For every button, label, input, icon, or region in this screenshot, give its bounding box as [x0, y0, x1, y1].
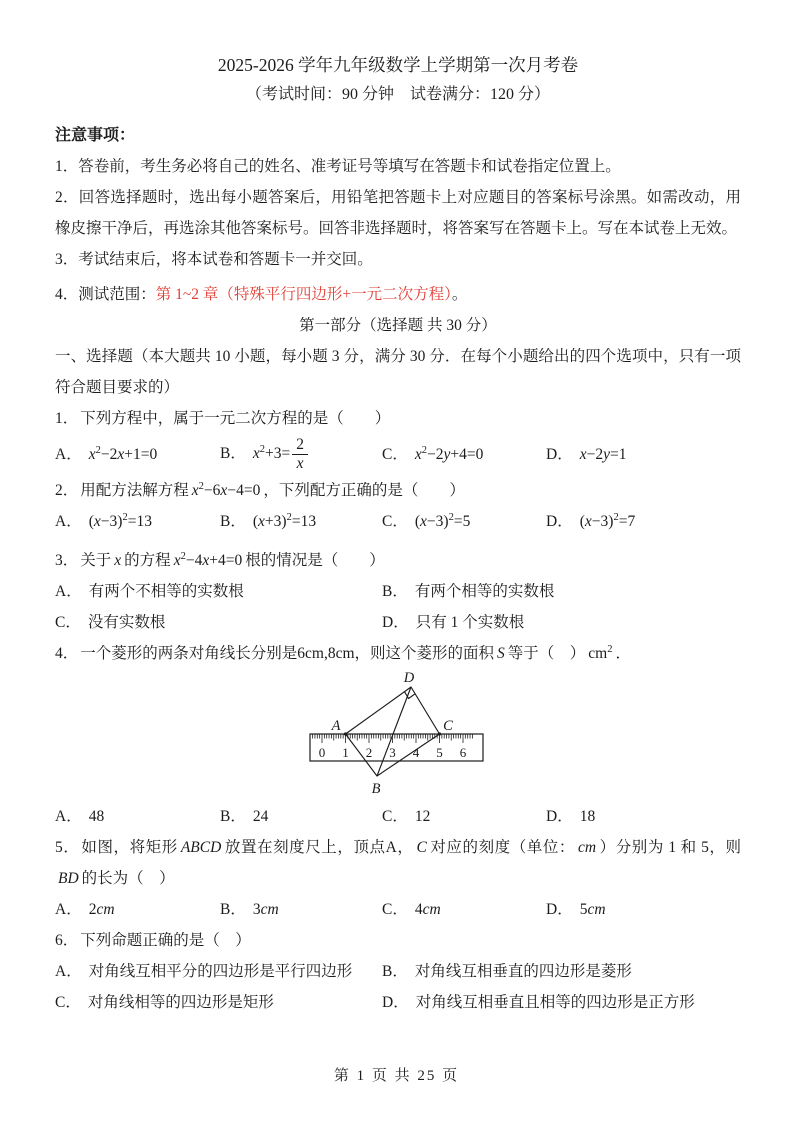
option-value: 48	[88, 808, 105, 825]
vertex-label-B: B	[371, 781, 381, 797]
option-label: A．	[55, 445, 82, 463]
option-label: D．	[546, 808, 573, 825]
question-number: 4．	[55, 645, 79, 662]
question-5-option-B	[220, 894, 382, 925]
section-title: 第一部分（选择题 共 30 分）	[299, 317, 497, 334]
option-label: A．	[55, 901, 82, 918]
notice-item-4	[55, 279, 741, 310]
question-3	[55, 545, 741, 638]
option-label: C．	[382, 808, 408, 825]
ruler-number-6: 6	[459, 745, 467, 760]
question-4-option-B	[220, 801, 382, 832]
question-3-option-D	[382, 607, 741, 638]
notice-list	[55, 151, 741, 310]
question-5	[55, 832, 741, 925]
option-label: C．	[382, 901, 408, 918]
option-label: D．	[546, 901, 573, 918]
question-1-options	[55, 433, 741, 475]
question-5-option-C	[382, 894, 546, 925]
option-label: B．	[382, 963, 408, 980]
option-label: A．	[55, 963, 82, 980]
question-2	[55, 475, 741, 537]
notice-item-3: 3．考试结束后，将本试卷和答题卡一并交回。	[55, 251, 373, 268]
question-4-option-A	[55, 801, 220, 832]
option-label: C．	[382, 513, 408, 530]
ruler-number-5: 5	[436, 745, 443, 760]
option-value: 有两个不相等的实数根	[88, 583, 244, 600]
question-2-options	[55, 506, 741, 537]
option-value: $x^2-2y+4=0$	[414, 444, 484, 463]
question-number: 3．	[55, 552, 79, 569]
question-3-option-C	[55, 607, 382, 638]
option-label: C．	[55, 614, 81, 631]
notice-heading: 注意事项：	[55, 127, 136, 144]
page-footer: 第 1 页 共 25 页	[333, 1068, 460, 1084]
inline-math: S	[497, 645, 505, 662]
option-label: B．	[382, 583, 408, 600]
option-label: B．	[220, 444, 246, 462]
vertex-a-dot	[344, 732, 347, 735]
question-3-option-B	[382, 576, 741, 607]
ruler-number-1: 1	[342, 745, 349, 760]
option-label: A．	[55, 808, 82, 825]
option-value: $(x+3)^2=13$	[252, 511, 317, 530]
notice-item-2: 2．回答选择题时，选出每小题答案后，用铅笔把答题卡上对应题目的答案标号涂黑。如需改动，用橡皮擦干净后，再选涂其他答案标号。回答非选择题时，将答案写在答题卡上。写在本试卷上无效。	[55, 189, 741, 237]
option-label: B．	[220, 901, 246, 918]
vertex-c-dot	[438, 732, 441, 735]
option-label: D．	[546, 445, 573, 463]
question-2-option-D	[546, 506, 741, 537]
question-4-options	[55, 801, 741, 832]
option-label: B．	[220, 513, 246, 530]
inline-math: x	[114, 552, 122, 569]
option-label: D．	[382, 994, 409, 1011]
inline-math: cm	[578, 839, 597, 856]
option-value: 4cm	[414, 901, 441, 918]
rectangle-abcd-shape	[344, 687, 441, 776]
question-2-option-B	[220, 506, 382, 537]
question-4-stem: 4． 一个菱形的两条对角线长分别是6cm,8cm，则这个菱形的面积 S 等于（ ） $cm^2$ ．	[55, 643, 631, 662]
section-instructions: 一、选择题（本大题共 10 小题，每小题 3 分，满分 30 分．在每个小题给出的四个选项中，只有一项符合题目要求的）	[55, 348, 741, 396]
option-value: $(x-3)^2=13$	[88, 511, 152, 530]
question-1-stem: 1． 下列方程中，属于一元二次方程的是（ ）	[55, 410, 391, 427]
question-number: 5．	[55, 839, 80, 856]
notice-item-4-prefix: 4．测试范围：	[55, 286, 156, 303]
option-value: 2cm	[88, 901, 115, 918]
question-figure	[278, 669, 518, 801]
exam-title: 2025-2026 学年九年级数学上学期第一次月考卷	[217, 55, 579, 75]
question-1-option-A	[55, 439, 220, 470]
option-value: 对角线互相垂直且相等的四边形是正方形	[415, 994, 695, 1011]
question-4-option-C	[382, 801, 546, 832]
question-6-option-D	[382, 987, 741, 1018]
option-value: $(x-3)^2=5$	[414, 511, 471, 530]
option-value: $(x-3)^2=7$	[579, 511, 636, 530]
question-number: 6．	[55, 932, 79, 949]
inline-math: BD	[58, 870, 79, 887]
option-value: 18	[579, 808, 596, 825]
question-6-option-C	[55, 987, 382, 1018]
question-5-options	[55, 894, 741, 925]
question-1-option-D	[546, 439, 741, 470]
option-value: 5cm	[579, 901, 606, 918]
question-1-option-C	[382, 439, 546, 470]
option-value: 没有实数根	[87, 614, 166, 631]
vertex-label-C: C	[443, 718, 453, 734]
question-6-option-B	[382, 956, 741, 987]
option-value: 有两个相等的实数根	[414, 583, 555, 600]
ruler-figure-svg	[278, 669, 518, 801]
option-value: x−2y=1	[579, 445, 627, 463]
question-3-option-A	[55, 576, 382, 607]
option-label: B．	[220, 808, 246, 825]
question-4	[55, 638, 741, 832]
ruler-numbers	[319, 745, 467, 760]
notice-item-4-scope: 第 1~2 章（特殊平行四边形+一元二次方程）	[155, 286, 452, 303]
notice-item-1: 1．答卷前，考生务必将自己的姓名、准考证号等填写在答题卡和试卷指定位置上。	[55, 158, 621, 175]
vertex-label-D: D	[403, 670, 415, 686]
option-label: C．	[382, 445, 408, 463]
option-value: 对角线互相垂直的四边形是菱形	[414, 963, 632, 980]
question-1-option-B	[220, 435, 382, 474]
option-value: $x^2+3=$ $\frac{2}{x}$	[253, 445, 310, 462]
notice-item-4-suffix: 。	[451, 286, 468, 303]
question-5-option-A	[55, 894, 220, 925]
option-label: A．	[55, 583, 82, 600]
ruler-number-4: 4	[412, 745, 420, 760]
right-angle-mark	[405, 692, 416, 699]
ruler-number-2: 2	[365, 745, 373, 760]
question-5-stem: 5． 如图，将矩形 ABCD 放置在刻度尺上，顶点A， C 对应的刻度（单位： cm ）分别为 1 和 5，则BD 的长为（ ）	[55, 839, 741, 887]
option-label: C．	[55, 994, 81, 1011]
inline-math: C	[416, 839, 427, 856]
inline-math: $cm^2$	[588, 643, 613, 662]
diagonal-bd	[377, 687, 411, 776]
question-4-option-D	[546, 801, 741, 832]
inline-math: $x^2-6x-4=0$	[191, 480, 261, 499]
inline-math: $x^2-4x+4=0$	[173, 550, 243, 569]
option-value: 对角线互相平分的四边形是平行四边形	[88, 963, 353, 980]
vertex-label-A: A	[331, 718, 341, 734]
option-value: 12	[414, 808, 431, 825]
inline-math: ABCD	[180, 839, 222, 856]
exam-subtitle: （考试时间：90 分钟 试卷满分：120 分）	[245, 86, 550, 103]
option-label: D．	[546, 513, 573, 530]
question-number: 1．	[55, 410, 79, 427]
question-3-stem: 3． 关于 x 的方程 $x^2-4x+4=0$ 根的情况是（ ）	[55, 550, 385, 569]
question-6-option-A	[55, 956, 382, 987]
rectangle-edges	[346, 687, 440, 776]
ruler-number-3: 3	[389, 745, 396, 760]
option-value: 对角线相等的四边形是矩形	[87, 994, 274, 1011]
question-2-option-C	[382, 506, 546, 537]
question-2-option-A	[55, 506, 220, 537]
question-number: 2．	[55, 482, 79, 499]
option-label: A．	[55, 513, 82, 530]
question-6-options	[55, 956, 741, 1018]
question-6-stem: 6． 下列命题正确的是（ ）	[55, 932, 251, 949]
option-value: 只有 1 个实数根	[415, 614, 525, 631]
option-value: 24	[252, 808, 269, 825]
option-value: 3cm	[252, 901, 279, 918]
option-label: D．	[382, 614, 409, 631]
questions	[55, 405, 741, 1018]
option-value: $x^2-2x+1=0$	[88, 444, 158, 463]
ruler-number-0: 0	[318, 745, 326, 760]
question-6	[55, 925, 741, 1018]
question-5-option-D	[546, 894, 741, 925]
question-3-options	[55, 576, 741, 638]
question-2-stem: 2． 用配方法解方程 $x^2-6x-4=0$ ，下列配方正确的是（ ）	[55, 480, 465, 499]
question-1	[55, 405, 741, 475]
